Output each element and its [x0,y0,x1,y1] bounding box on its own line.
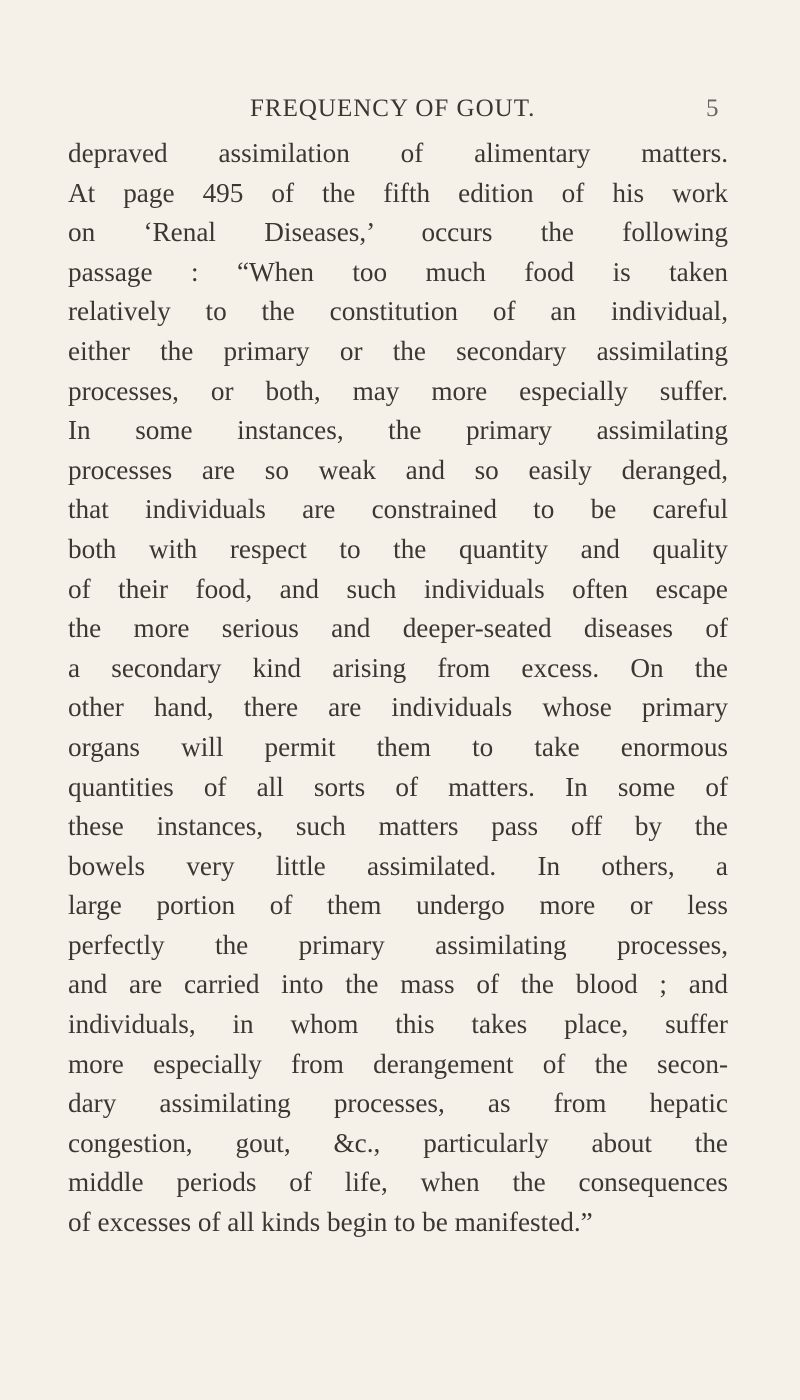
text-line: a secondary kind arising from excess. On the [68,652,728,683]
text-line: congestion, gout, &c., particularly about the [68,1127,728,1158]
text-line: that individuals are constrained to be careful [68,494,728,525]
text-line: processes are so weak and so easily deranged, [68,454,728,485]
text-line: and are carried into the mass of the blood ; and [68,969,728,1000]
running-header [0,92,800,126]
text-line: the more serious and deeper-seated diseases of [68,613,728,644]
text-line: large portion of them undergo more or less [68,890,728,921]
text-line: depraved assimilation of alimentary matters. [68,138,728,168]
text-line: dary assimilating processes, as from hepatic [68,1088,728,1119]
page-number: 5 [706,95,719,122]
text-line: either the primary or the secondary assimilating [68,335,728,366]
text-line: more especially from derangement of the secon- [68,1048,728,1079]
text-line: both with respect to the quantity and quality [68,533,728,564]
body-paragraph [68,134,728,1243]
text-line: on ‘Renal Diseases,’ occurs the following [68,217,728,248]
text-line: organs will permit them to take enormous [68,731,728,762]
text-line: In some instances, the primary assimilating [68,415,728,446]
text-line: quantities of all sorts of matters. In some of [68,771,728,802]
text-line: individuals, in whom this takes place, suffer [68,1009,728,1040]
text-line: relatively to the constitution of an individual, [68,296,728,327]
text-line: passage : “When too much food is taken [68,256,728,287]
text-line: At page 495 of the fifth edition of his work [68,177,728,208]
text-line: bowels very little assimilated. In others, a [68,850,728,881]
text-line: middle periods of life, when the consequences [68,1167,728,1198]
text-line: of excesses of all kinds begin to be manifested.” [68,1207,593,1238]
text-line: perfectly the primary assimilating processes, [68,929,728,960]
text-line: these instances, such matters pass off by the [68,811,728,842]
text-line: other hand, there are individuals whose primary [68,692,728,723]
text-line: processes, or both, may more especially suffer. [68,375,728,406]
running-head-title: FREQUENCY OF GOUT. [250,95,536,122]
text-line: of their food, and such individuals often escape [68,573,728,604]
